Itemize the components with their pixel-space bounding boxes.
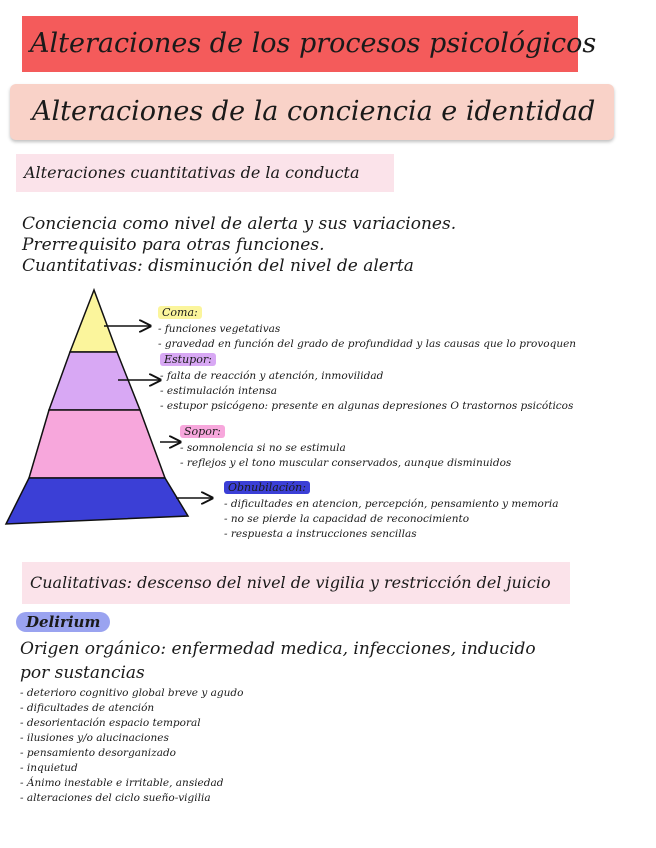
level-sopor	[180, 420, 511, 471]
list-item: - alteraciones del ciclo sueño-vigilia	[20, 792, 211, 804]
section-heading: Alteraciones cuantitativas de la conducta	[16, 154, 394, 192]
list-item: - dificultades de atención	[20, 702, 155, 714]
main-title: Alteraciones de los procesos psicológicos	[22, 16, 578, 72]
level-coma	[158, 301, 576, 352]
level-item: - estupor psicógeno: presente en algunas depresiones O trastornos psicóticos	[160, 400, 574, 412]
level-estupor	[160, 348, 573, 414]
intro-text	[22, 214, 456, 277]
list-item: - inquietud	[20, 762, 78, 774]
level-item: - gravedad en función del grado de profundidad y las causas que lo provoquen	[158, 338, 577, 350]
intro-line: Conciencia como nivel de alerta y sus variaciones.	[22, 214, 457, 234]
level-obnubilacion	[224, 476, 559, 542]
delirium-origin: Origen orgánico: enfermedad medica, infecciones, inducido por sustancias	[20, 639, 536, 683]
level-label: Coma:	[158, 306, 202, 319]
level-item: - funciones vegetativas	[158, 323, 281, 335]
list-item: - desorientación espacio temporal	[20, 717, 201, 729]
pyramid-level-sopor	[29, 410, 165, 478]
level-item: - dificultades en atencion, percepción, pensamiento y memoria	[224, 498, 559, 510]
level-item: - respuesta a instrucciones sencillas	[224, 528, 417, 540]
intro-line: Prerrequisito para otras funciones.	[22, 235, 325, 255]
level-item: - falta de reacción y atención, inmovilidad	[160, 370, 384, 382]
pyramid-level-estupor	[49, 352, 140, 410]
intro-line: Cuantitativas: disminución del nivel de alerta	[22, 256, 414, 276]
list-item: - ilusiones y/o alucinaciones	[20, 732, 169, 744]
level-label: Sopor:	[180, 425, 225, 438]
level-label: Estupor:	[160, 353, 216, 366]
list-item: - Ánimo inestable e irritable, ansiedad	[20, 777, 224, 789]
list-item: - deterioro cognitivo global breve y agudo	[20, 687, 244, 699]
pyramid-level-obnubilacion	[6, 478, 188, 524]
pyramid-level-coma	[70, 290, 117, 352]
level-item: - no se pierde la capacidad de reconocimiento	[224, 513, 470, 525]
qualitative-heading: Cualitativas: descenso del nivel de vigilia y restricción del juicio	[22, 562, 570, 604]
level-item: - estimulación intensa	[160, 385, 278, 397]
level-item: - reflejos y el tono muscular conservados, aunque disminuidos	[180, 457, 512, 469]
level-label: Obnubilación:	[224, 481, 310, 494]
level-item: - somnolencia si no se estimula	[180, 442, 346, 454]
list-item: - pensamiento desorganizado	[20, 747, 177, 759]
delirium-tag: Delirium	[16, 612, 110, 632]
delirium-list	[20, 686, 243, 806]
subtitle: Alteraciones de la conciencia e identidad	[10, 84, 614, 140]
